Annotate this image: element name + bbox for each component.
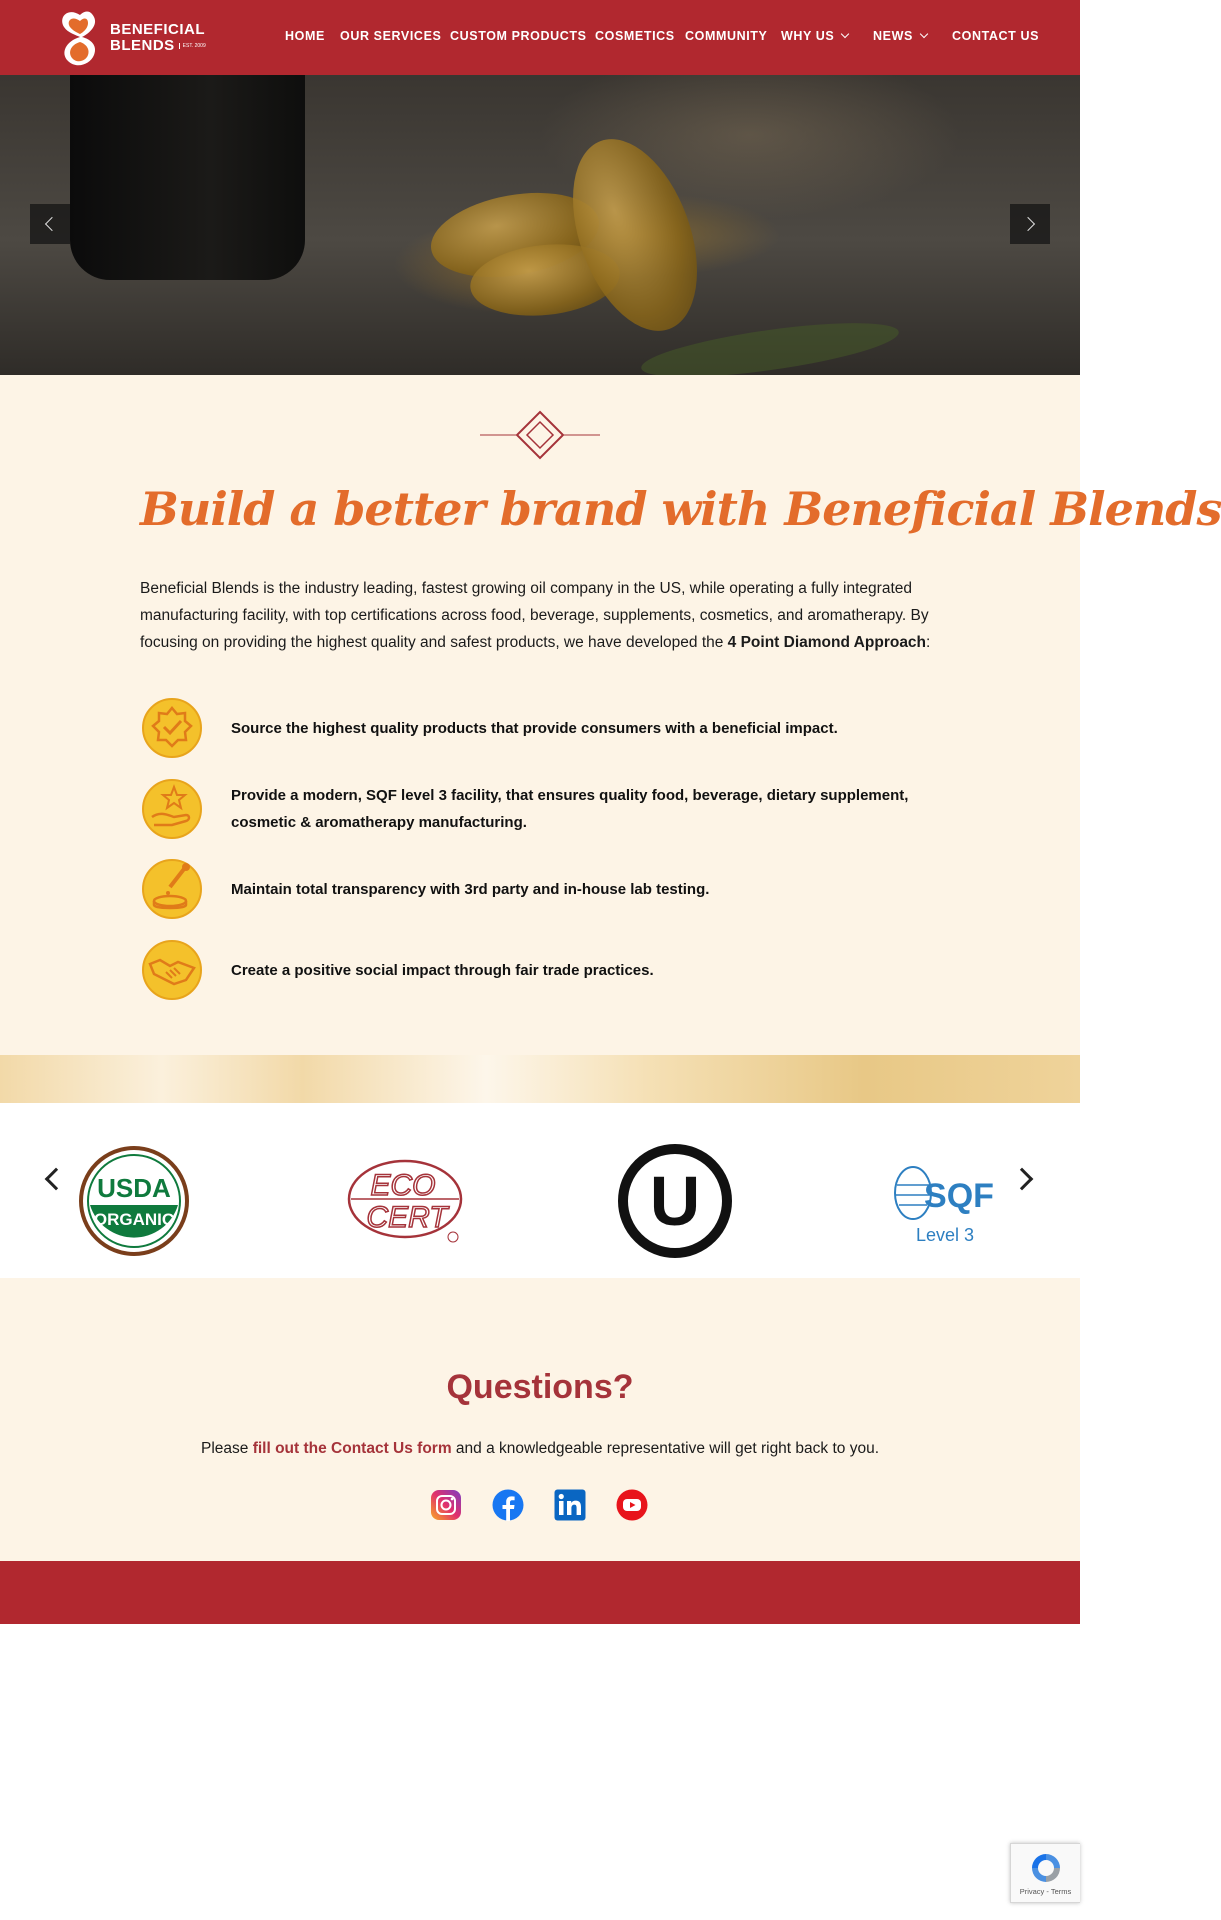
site-footer [0, 1561, 1080, 1624]
diamond-point-text: Maintain total transparency with 3rd party and in-house lab testing. [231, 880, 710, 898]
diamond-point [140, 938, 940, 1002]
chevron-right-icon [1021, 217, 1035, 231]
questions-text-after: and a knowledgeable representative will get right back to you. [451, 1440, 879, 1457]
nav-our-services-label: OUR SERVICES [340, 29, 442, 43]
nav-contact-us[interactable] [952, 29, 1039, 43]
diamond-point-text: Provide a modern, SQF level 3 facility, that ensures quality food, beverage, dietary supplement, cosmetic & aromatherapy manufacturing. [231, 787, 909, 831]
intro-title: Build a better brand with Beneficial Blends [140, 482, 1221, 536]
intro-paragraph [140, 575, 950, 656]
quality-badge-icon [140, 696, 204, 760]
sqf-logo-subtext: Level 3 [915, 1225, 975, 1245]
questions-title: Questions? [446, 1368, 634, 1406]
logo-est: EST. 2009 [179, 43, 206, 49]
nav-cosmetics-label: COSMETICS [595, 29, 675, 43]
chevron-left-icon [45, 217, 59, 231]
nav-home-label: HOME [285, 29, 325, 43]
nav-news[interactable] [873, 29, 927, 43]
instagram-icon[interactable] [430, 1489, 462, 1521]
ecocert-logo-text: ECO [370, 1169, 436, 1202]
usda-logo-text: USDA [97, 1173, 171, 1203]
nav-home[interactable] [285, 29, 325, 43]
nav-contact-us-label: CONTACT US [952, 29, 1040, 43]
diamond-point-text: Source the highest quality products that provide consumers with a beneficial impact. [231, 719, 838, 737]
lab-dropper-icon [140, 857, 204, 921]
ecocert-logo-subtext: CERT [366, 1201, 448, 1234]
certifications-carousel [0, 1103, 1080, 1278]
diamond-point [140, 696, 940, 760]
nav-custom-products-label: CUSTOM PRODUCTS [450, 29, 587, 43]
facebook-icon[interactable] [492, 1489, 524, 1521]
hero-next-button[interactable] [1010, 204, 1050, 244]
logo-name-line2: BLENDS [110, 37, 175, 54]
handshake-icon [140, 938, 204, 1002]
nav-our-services[interactable] [340, 29, 441, 43]
diamond-ornament-icon [480, 410, 600, 460]
hero-prev-button[interactable] [30, 204, 70, 244]
nav-why-us[interactable] [781, 29, 848, 43]
intro-paragraph-text: Beneficial Blends is the industry leading, fastest growing oil company in the US, while operating a fully integrated manufacturing facility, with top certifications across food, beverage, supplements, cosmetics, and aromatherapy. By focusing on providing the highest quality and safest products, we have developed the [140, 580, 929, 651]
hero-bottle-image [70, 75, 305, 280]
usda-organic-logo [74, 1141, 194, 1261]
hero-slider [0, 75, 1080, 375]
sqf-logo-text: SQF [924, 1177, 994, 1215]
site-header [0, 0, 1080, 75]
hand-star-icon [140, 777, 204, 841]
diamond-point-text: Create a positive social impact through fair trade practices. [231, 961, 654, 979]
sqf-level-3-logo [885, 1141, 1005, 1261]
recaptcha-badge[interactable] [1010, 1843, 1080, 1903]
logo-name-line1: BENEFICIAL [110, 21, 205, 38]
nav-news-label: NEWS [873, 29, 913, 43]
chevron-down-icon [841, 30, 849, 38]
intro-paragraph-end: : [926, 634, 931, 651]
brand-logo[interactable] [56, 9, 206, 67]
decorative-band [0, 1055, 1080, 1103]
certs-prev-arrow-icon[interactable] [45, 1168, 68, 1191]
recaptcha-icon [1029, 1851, 1063, 1885]
recaptcha-links[interactable]: Privacy - Terms [1019, 1886, 1072, 1896]
ou-logo-text: U [649, 1162, 701, 1240]
questions-text [0, 1440, 1080, 1458]
youtube-icon[interactable] [616, 1489, 648, 1521]
intro-paragraph-bold: 4 Point Diamond Approach [727, 634, 927, 651]
nav-community[interactable] [685, 29, 767, 43]
questions-text-before: Please [201, 1440, 253, 1457]
nav-custom-products[interactable] [450, 29, 587, 43]
nav-community-label: COMMUNITY [685, 29, 768, 43]
diamond-point [140, 857, 940, 921]
logo-mark-icon [56, 9, 104, 67]
usda-logo-subtext: ORGANIC [93, 1210, 175, 1229]
linkedin-icon[interactable] [554, 1489, 586, 1521]
diamond-point [140, 777, 940, 841]
ecocert-logo [345, 1141, 465, 1261]
chevron-down-icon [920, 30, 928, 38]
nav-why-us-label: WHY US [781, 29, 835, 43]
orthodox-union-logo [615, 1141, 735, 1261]
social-links [430, 1489, 648, 1521]
nav-cosmetics[interactable] [595, 29, 675, 43]
certs-next-arrow-icon[interactable] [1011, 1168, 1034, 1191]
contact-form-link[interactable]: fill out the Contact Us form [252, 1440, 452, 1457]
